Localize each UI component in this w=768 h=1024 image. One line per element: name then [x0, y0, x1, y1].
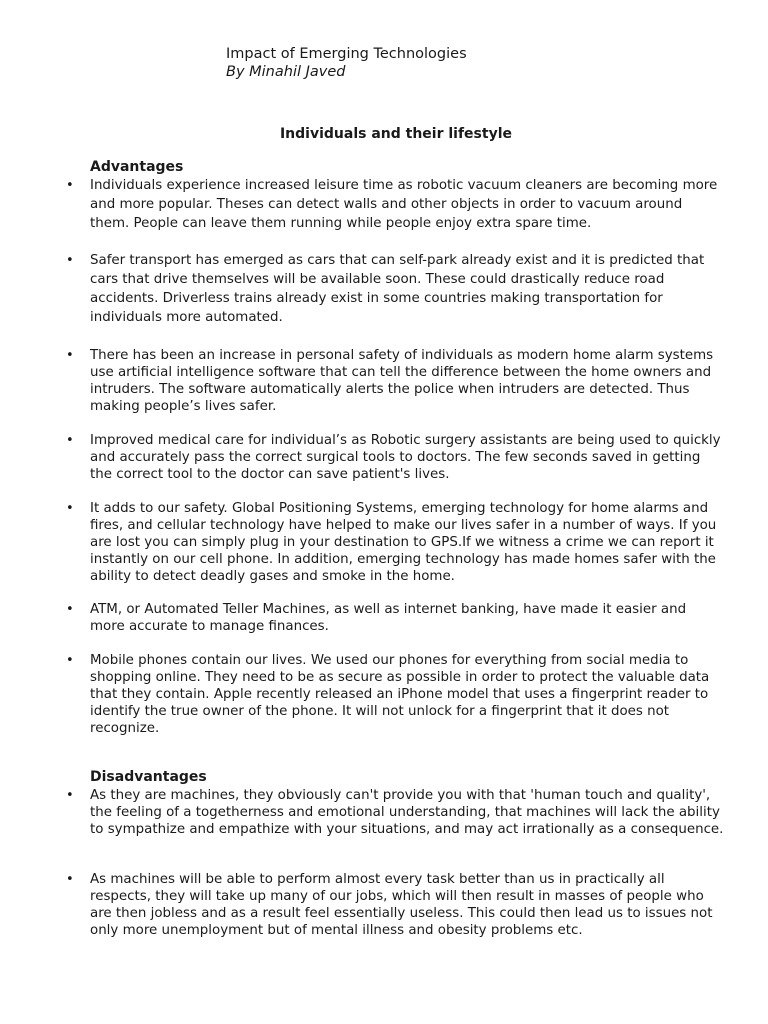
bullet-icon: • [66, 653, 74, 668]
bullet-icon: • [66, 602, 74, 617]
list-item [64, 871, 724, 939]
document-title: Impact of Emerging Technologies [226, 46, 467, 62]
list-item-text: ATM, or Automated Teller Machines, as well as internet banking, have made it easier and more accurate to manage finances. [90, 602, 687, 634]
advantages-heading: Advantages [90, 159, 184, 175]
bullet-icon: • [66, 178, 74, 193]
list-item-text: Mobile phones contain our lives. We used our phones for everything from social media to shopping online. They need to be as secure as possible in order to protect the valuable data that they contain. Apple recently released an iPhone model that uses a fingerprint reader to identify the true owner of the phone. It will not unlock for a fingerprint that it does not recognize. [90, 653, 710, 736]
list-item [64, 500, 724, 585]
section-heading: Individuals and their lifestyle [279, 126, 513, 142]
list-item-text: Safer transport has emerged as cars that can self-park already exist and it is predicted that cars that drive themselves will be available soon. These could drastically reduce road accidents. Driverless trains already exist in some countries making transportation for individuals more automated. [90, 253, 705, 325]
list-item-text: As they are machines, they obviously can't provide you with that 'human touch and quality', the feeling of a togetherness and emotional understanding, that machines will lack the ability to sympathize and empathize with your situations, and may act irrationally as a consequence. [90, 788, 724, 837]
list-item-text: Individuals experience increased leisure time as robotic vacuum cleaners are becoming more and more popular. Theses can detect walls and other objects in order to vacuum around them. People can leave them running while people enjoy extra spare time. [90, 178, 718, 231]
list-item-text: As machines will be able to perform almost every task better than us in practically all respects, they will take up many of our jobs, which will then result in masses of people who are then jobless and as a result feel essentially useless. This could then lead us to issues not only more unemployment but of mental illness and obesity problems etc. [90, 872, 713, 938]
bullet-icon: • [66, 253, 74, 268]
document-author: By Minahil Javed [226, 64, 346, 80]
list-item [64, 176, 724, 233]
bullet-icon: • [66, 788, 74, 803]
list-item-text: Improved medical care for individual’s as Robotic surgery assistants are being used to quickly and accurately pass the correct surgical tools to doctors. The few seconds saved in getting the correct tool to the doctor can save patient's lives. [90, 433, 721, 482]
bullet-icon: • [66, 501, 74, 516]
list-item-text: There has been an increase in personal safety of individuals as modern home alarm systems use artificial intelligence software that can tell the difference between the home owners and intruders. The software automatically alerts the police when intruders are detected. Thus making people’s lives safer. [90, 348, 714, 414]
list-item [64, 601, 724, 635]
bullet-icon: • [66, 348, 74, 363]
disadvantages-heading: Disadvantages [90, 769, 207, 785]
list-item [64, 251, 724, 327]
list-item [64, 787, 724, 838]
list-item [64, 432, 724, 483]
list-item [64, 347, 724, 415]
list-item [64, 652, 724, 737]
list-item-text: It adds to our safety. Global Positioning Systems, emerging technology for home alarms and fires, and cellular technology have helped to make our lives safer in a number of ways. If you are lost you can simply plug in your destination to GPS.If we witness a crime we can report it instantly on our cell phone. In addition, emerging technology has made homes safer with the ability to detect deadly gases and smoke in the home. [90, 501, 717, 584]
bullet-icon: • [66, 872, 74, 887]
bullet-icon: • [66, 433, 74, 448]
